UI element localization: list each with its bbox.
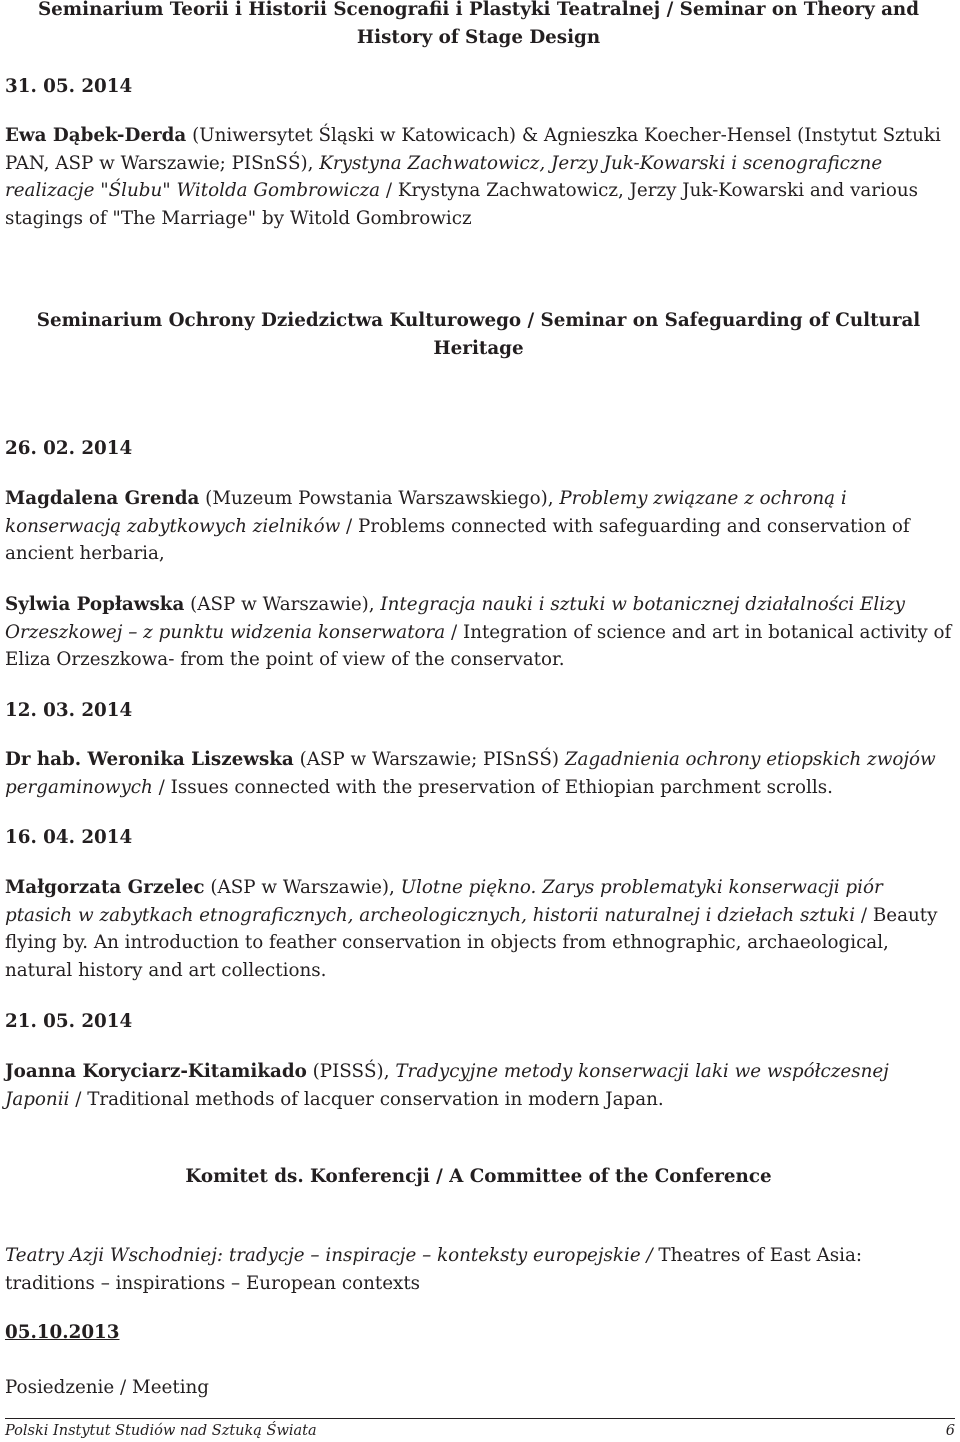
conference-title-english: Theatres of East Asia: traditions – inspirations – European contexts xyxy=(5,1245,863,1294)
entry-date xyxy=(5,1319,952,1347)
title-polish: Ulotne piękno. Zarys problematyki konserwacji piór ptasich w zabytkach etnograficznych, archeologicznych, historii naturalnej i dziełach sztuki xyxy=(5,877,883,926)
title-english: / Integration of science and art in botanical activity of Eliza Orzeszkowa- from the point of view of the conservator. xyxy=(5,621,952,670)
section-heading-cultural-heritage xyxy=(5,307,952,362)
entry-paragraph xyxy=(5,746,952,801)
author-name: Magdalena Grenda xyxy=(5,488,200,509)
section-heading-text: Komitet ds. Konferencji / A Committee of the Conference xyxy=(185,1166,772,1187)
date-text: 05.10.2013 xyxy=(5,1322,120,1343)
meeting-note xyxy=(5,1374,952,1402)
page-footer xyxy=(5,1418,955,1440)
title-polish: Integracja nauki i sztuki w botanicznej działalności Elizy Orzeszkowej – z punktu widzenia konserwatora xyxy=(5,594,906,643)
affiliation: (Uniwersytet Śląski w Katowicach) & Agnieszka Koecher-Hensel (Instytut Sztuki PAN, ASP w Warszawie; PISnSŚ), xyxy=(5,125,941,174)
date-text: 12. 03. 2014 xyxy=(5,700,133,721)
author-name: Joanna Koryciarz-Kitamikado xyxy=(5,1061,307,1082)
title-polish: Tradycyjne metody konserwacji laki we współczesnej Japonii xyxy=(5,1061,889,1110)
entry-date xyxy=(5,73,952,101)
affiliation: (PISSŚ), xyxy=(306,1061,396,1082)
section-heading-text: Seminarium Teorii i Historii Scenografii i Plastyki Teatralnej / Seminar on Theory and History of Stage Design xyxy=(37,0,920,48)
entry-date xyxy=(5,435,952,463)
date-text: 21. 05. 2014 xyxy=(5,1011,133,1032)
affiliation: (ASP w Warszawie), xyxy=(204,877,401,898)
meeting-note-text: Posiedzenie / Meeting xyxy=(5,1377,210,1398)
author-name: Małgorzata Grzelec xyxy=(5,877,205,898)
entry-paragraph xyxy=(5,591,952,674)
entry-date xyxy=(5,697,952,725)
author-name: Sylwia Popławska xyxy=(5,594,185,615)
title-english: / Krystyna Zachwatowicz, Jerzy Juk-Kowarski and various stagings of "The Marriage" by Witold Gombrowicz xyxy=(5,180,919,229)
title-english: / Traditional methods of lacquer conservation in modern Japan. xyxy=(69,1088,664,1110)
title-english: / Issues connected with the preservation of Ethiopian parchment scrolls. xyxy=(152,776,833,798)
date-text: 16. 04. 2014 xyxy=(5,827,133,848)
title-polish: Zagadnienia ochrony etiopskich zwojów pergaminowych xyxy=(5,749,936,798)
entry-date xyxy=(5,1008,952,1036)
footer-institution: Polski Instytut Studiów nad Sztuką Świata xyxy=(5,1423,317,1439)
entry-date xyxy=(5,824,952,852)
date-text: 31. 05. 2014 xyxy=(5,76,133,97)
title-polish: Krystyna Zachwatowicz, Jerzy Juk-Kowarski i scenograficzne realizacje "Ślubu" Witolda Gombrowicza xyxy=(5,152,883,201)
author-prefix: Dr hab. xyxy=(5,749,88,770)
affiliation: (ASP w Warszawie), xyxy=(184,594,381,615)
section-heading-stage-design xyxy=(5,0,952,51)
title-english: / Beauty flying by. An introduction to feather conservation in objects from ethnographic, archaeological, natural history and art collections. xyxy=(5,904,938,981)
affiliation: (ASP w Warszawie; PISnSŚ) xyxy=(293,749,565,770)
conference-title-polish: Teatry Azji Wschodniej: tradycje – inspiracje – konteksty europejskie / xyxy=(5,1245,653,1266)
entry-paragraph xyxy=(5,874,952,984)
title-english: / Problems connected with safeguarding and conservation of ancient herbaria, xyxy=(5,515,910,564)
entry-paragraph xyxy=(5,1058,952,1113)
section-heading-text: Seminarium Ochrony Dziedzictwa Kulturowego / Seminar on Safeguarding of Cultural Heritage xyxy=(36,310,921,359)
author-name: Ewa Dąbek-Derda xyxy=(5,125,187,146)
title-polish: Problemy związane z ochroną i konserwacją zabytkowych zielników xyxy=(5,488,847,537)
affiliation: (Muzeum Powstania Warszawskiego), xyxy=(199,488,560,509)
date-text: 26. 02. 2014 xyxy=(5,438,133,459)
entry-paragraph xyxy=(5,485,952,568)
entry-paragraph xyxy=(5,122,952,232)
conference-title xyxy=(5,1242,952,1297)
page-number: 6 xyxy=(945,1423,955,1439)
section-heading-committee xyxy=(5,1163,952,1191)
author-name: Weronika Liszewska xyxy=(87,749,294,770)
